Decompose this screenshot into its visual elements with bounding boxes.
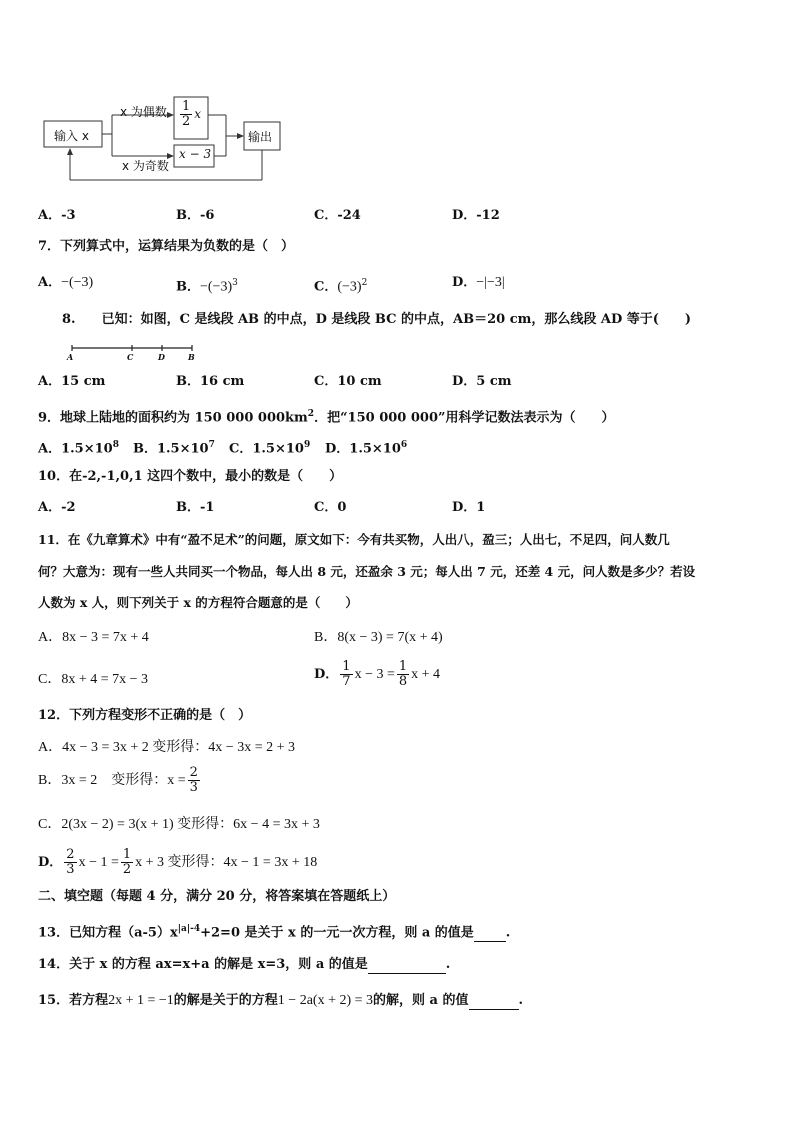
q9-option-d: D．$1.5\times 10^6$ (325, 440, 408, 457)
q13-stem: 13．已知方程$(a-5)x^{|a|-4}+2=0$ 是关于 x 的一元一次方程，则 a 的值是 . (38, 924, 511, 941)
q10-stem: 10．在-2,-1,0,1 这四个数中，最小的数是（ ） (38, 469, 343, 484)
q11-stem-line1: 11．在《九章算术》中有“盈不足术”的问题，原文如下：今有共买物，人出八，盈三；人出七，不足四，问人数几 (38, 532, 670, 547)
q7-option-c: C．$(-3)^2$ (314, 278, 368, 295)
q8-option-b: B．16 cm (176, 374, 245, 389)
q9-option-b: B．$1.5\times 10^7$ (133, 440, 215, 457)
q11-option-d: D． $\frac{1}{7}$ x − 3 = $\frac{1}{8}$ x + 4 (314, 659, 441, 689)
flowchart-output-label: 输出 (248, 130, 273, 144)
q8-point-b: B (188, 352, 195, 362)
q12-option-a: A．4x − 3 = 3x + 2 变形得：4x − 3x = 2 + 3 (38, 740, 295, 755)
q7-option-a: A．−(−3) (38, 275, 94, 290)
q10-option-d: D．1 (452, 500, 486, 515)
q9-option-c: C．$1.5\times 10^9$ (229, 440, 311, 457)
q11-stem-line3: 人数为 x 人，则下列关于 x 的方程符合题意的是（ ） (38, 595, 358, 610)
q8-option-c: C．10 cm (314, 374, 382, 389)
q15-stem: 15．若方程2x + 1 = −1的解是关于的方程1 − 2a(x + 2) = 3的解，则 a 的值 . (38, 993, 524, 1008)
q12-option-c: C．2(3x − 2) = 3(x + 1) 变形得：6x − 4 = 3x + 3 (38, 817, 320, 832)
q13-answer-blank[interactable] (474, 927, 506, 942)
q10-option-b: B．-1 (176, 500, 215, 515)
section2-title: 二、填空题（每题 4 分，满分 20 分，将答案填在答题纸上） (38, 889, 396, 904)
flowchart-input-label: 输入 x (54, 129, 89, 143)
q11-option-c: C．8x + 4 = 7x − 3 (38, 672, 149, 687)
q15-answer-blank[interactable] (469, 995, 519, 1010)
q10-option-c: C．0 (314, 500, 347, 515)
q14-answer-blank[interactable] (368, 959, 446, 974)
q6-option-c: C．-24 (314, 208, 361, 223)
flowchart-odd-label: x 为奇数 (122, 159, 169, 173)
q6-option-a: A．-3 (38, 208, 76, 223)
q11-stem-line2: 何？大意为：现有一些人共同买一个物品，每人出 8 元，还盈余 3 元；每人出 7 元，还差 4 元，问人数是多少？若设 (38, 564, 696, 579)
q9-option-a: A．$1.5\times 10^8$ (38, 440, 119, 457)
q7-option-b: B．$-(-3)^3$ (176, 278, 238, 295)
q7-option-d: D．−|−3| (452, 275, 505, 290)
q10-option-a: A．-2 (38, 500, 76, 515)
q8-point-d: D (158, 352, 165, 362)
q6-option-b: B．-6 (176, 208, 215, 223)
q11-option-a: A．8x − 3 = 7x + 4 (38, 630, 149, 645)
q11-option-b: B．8(x − 3) = 7(x + 4) (314, 630, 443, 645)
q7-stem: 7．下列算式中，运算结果为负数的是（ ） (38, 239, 295, 254)
q8-stem: 8. 已知：如图，C 是线段 AB 的中点，D 是线段 BC 的中点，AB＝20 cm，那么线段 AD 等于( ) (62, 312, 692, 327)
q8-point-c: C (127, 352, 134, 362)
q9-stem: 9．地球上陆地的面积约为 150 000 $000km^2$．把“150 000 000”用科学记数法表示为（ ） (38, 409, 615, 426)
q6-option-d: D．-12 (452, 208, 500, 223)
flowchart-odd-expr: x − 3 (179, 147, 212, 161)
q12-stem: 12．下列方程变形不正确的是（ ） (38, 708, 252, 723)
q12-option-d: D． $\frac{2}{3}$ x − 1 = $\frac{1}{2}$ x + 3 变形得：4x − 1 = 3x + 18 (38, 847, 318, 877)
q8-point-a: A (67, 352, 74, 362)
q8-option-a: A．15 cm (38, 374, 106, 389)
q14-stem: 14．关于 x 的方程 ax=x+a 的解是 x=3，则 a 的值是 . (38, 957, 451, 972)
flowchart-even-label: x 为偶数 (120, 105, 167, 119)
flowchart-even-expr: $\frac{1}{2}$ x (182, 99, 202, 129)
q12-option-b: B．3x = 2 变形得：x = $\frac{2}{3}$ (38, 765, 198, 795)
q8-option-d: D．5 cm (452, 374, 512, 389)
